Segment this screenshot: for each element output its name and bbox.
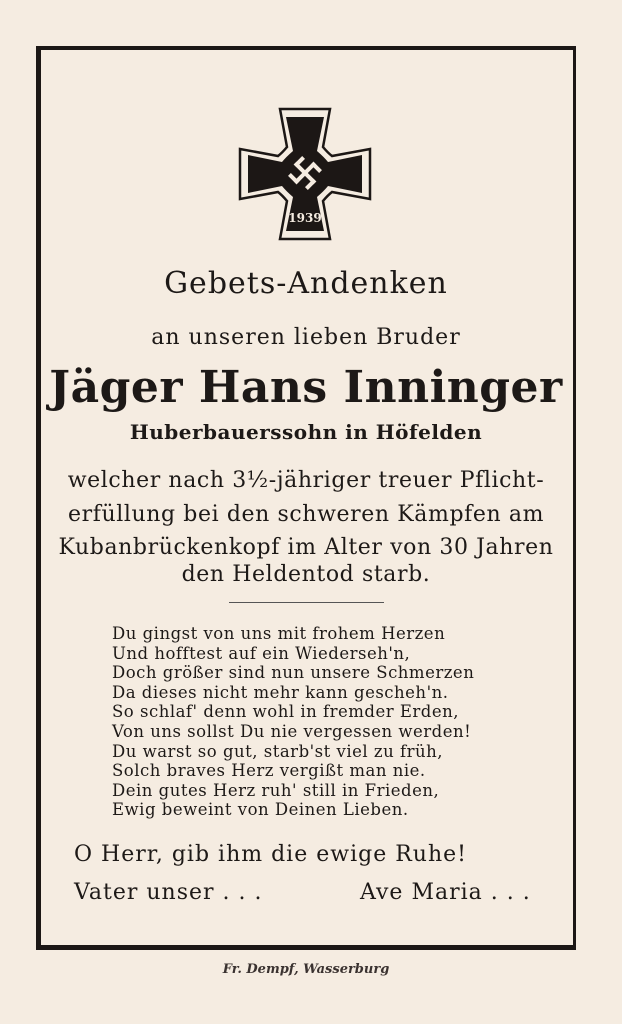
- body-line: erfüllung bei den schweren Kämpfen am: [67, 502, 545, 527]
- intro-line: an unseren lieben Bruder: [151, 325, 461, 350]
- closing-right: Ave Maria . . .: [360, 880, 531, 905]
- poem-line: So schlaf' denn wohl in fremder Erden,: [112, 702, 459, 722]
- body-line: den Heldentod starb.: [181, 562, 431, 587]
- poem-line: Und hofftest auf ein Wiederseh'n,: [112, 643, 411, 663]
- divider: [229, 602, 384, 603]
- poem-line: Du warst so gut, starb'st viel zu früh,: [112, 741, 443, 761]
- prayer-line: O Herr, gib ihm die ewige Ruhe!: [74, 842, 467, 867]
- printer-credit: Fr. Dempf, Wasserburg: [222, 962, 390, 977]
- card-title: Gebets-Andenken: [164, 266, 448, 301]
- poem-line: Von uns sollst Du nie vergessen werden!: [112, 721, 472, 741]
- poem-line: Doch größer sind nun unsere Schmerzen: [112, 663, 475, 683]
- poem-line: Solch braves Herz vergißt man nie.: [112, 761, 426, 781]
- poem-line: Dein gutes Herz ruh' still in Frieden,: [112, 780, 440, 800]
- closing-left: Vater unser . . .: [74, 880, 263, 905]
- body-line: welcher nach 3½-jähriger treuer Pflicht-: [67, 468, 545, 493]
- body-line: Kubanbrückenkopf im Alter von 30 Jahren: [58, 535, 554, 560]
- origin-line: Huberbauerssohn in Höfelden: [129, 420, 483, 444]
- poem-line: Ewig beweint von Deinen Lieben.: [112, 800, 409, 820]
- poem-line: Du gingst von uns mit frohem Herzen: [112, 624, 446, 643]
- emblem-year: 1939: [288, 211, 322, 225]
- deceased-name: Jäger Hans Inninger: [49, 362, 563, 413]
- iron-cross-icon: [238, 107, 372, 241]
- poem-line: Da dieses nicht mehr kann gescheh'n.: [112, 682, 449, 702]
- poem: [112, 624, 532, 820]
